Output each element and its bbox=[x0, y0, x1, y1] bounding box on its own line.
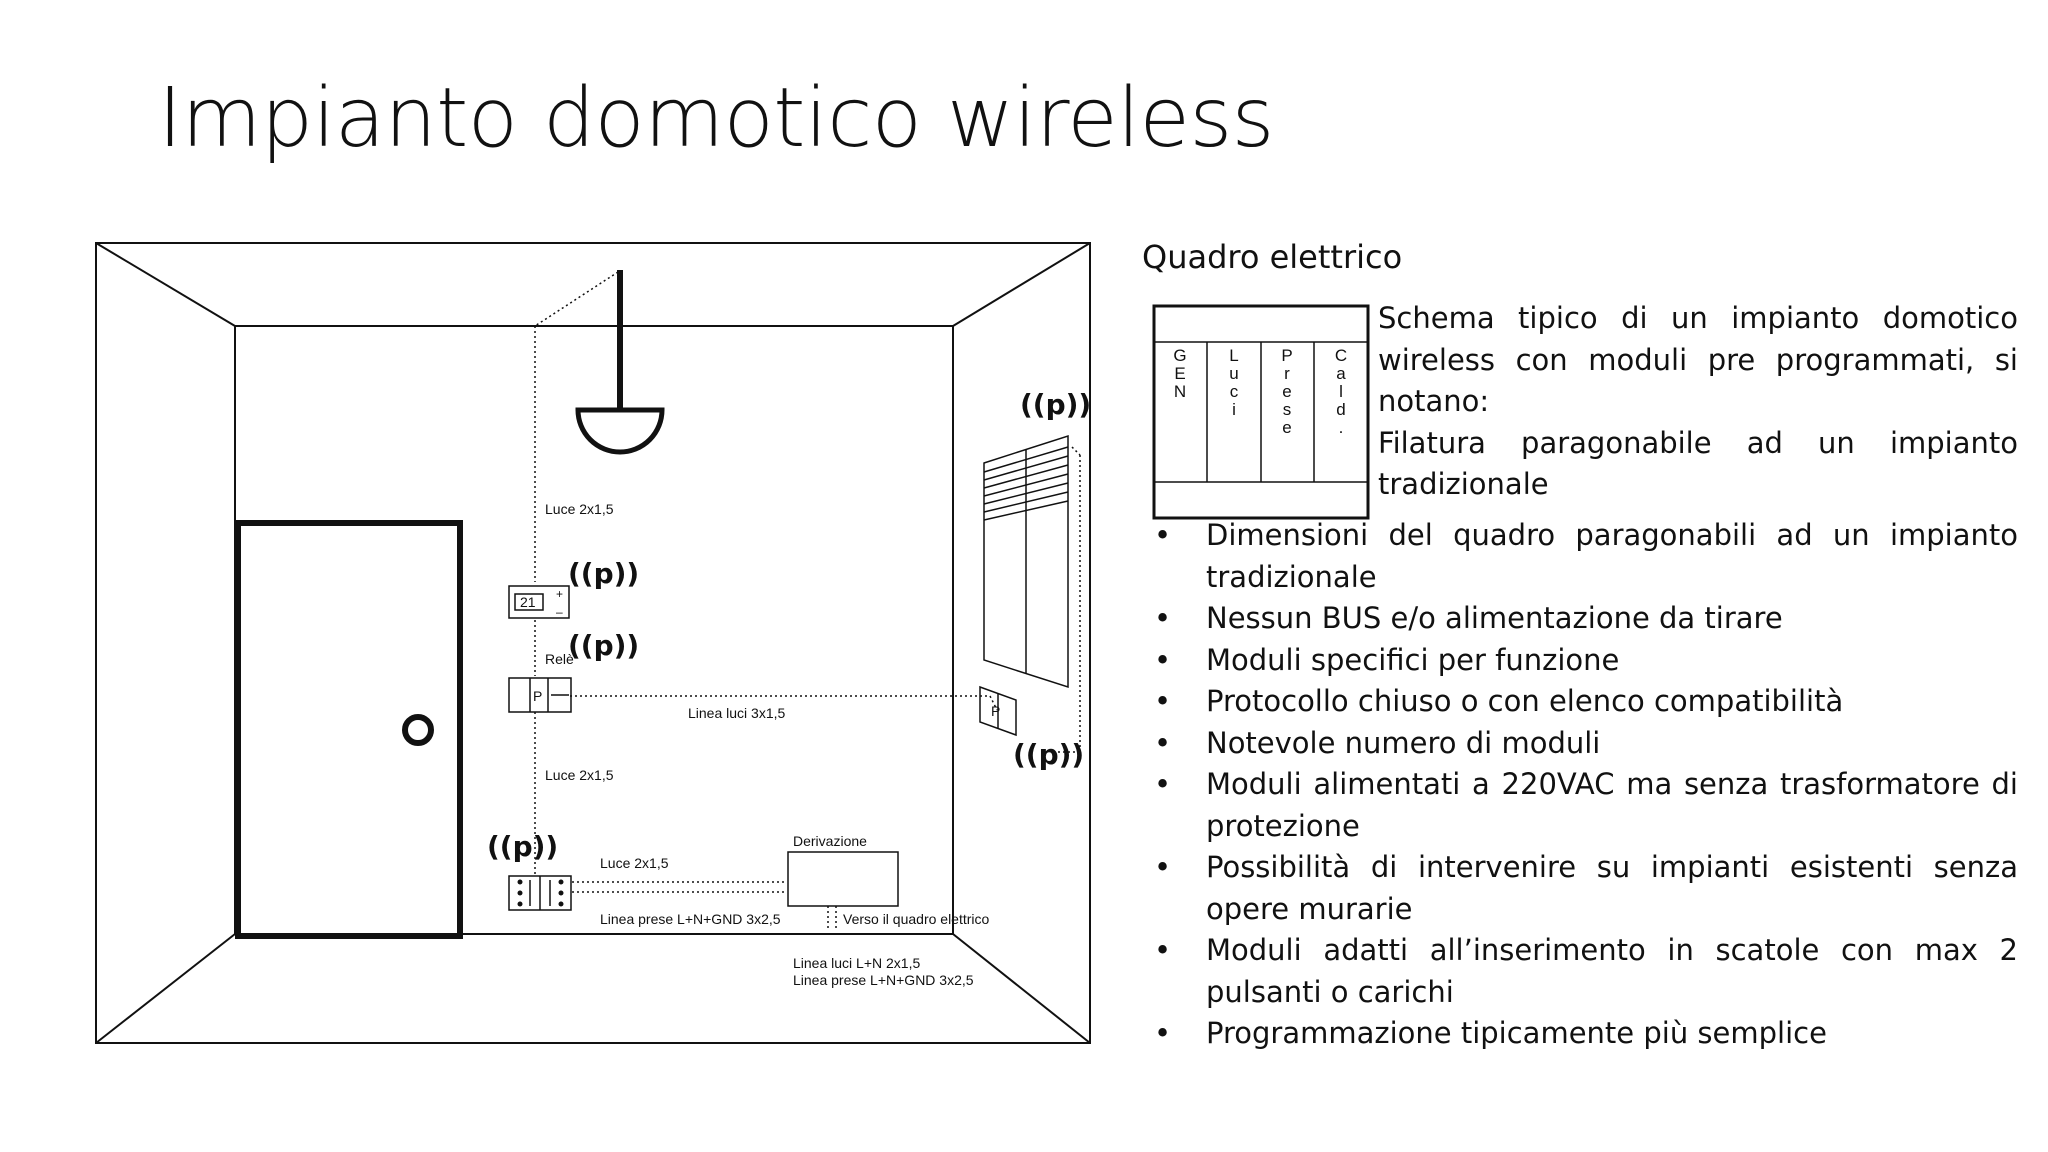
rele-label: Relè bbox=[545, 651, 574, 667]
feature-list bbox=[1142, 515, 2018, 1055]
linea-luci-ln-label: Linea luci L+N 2x1,5 bbox=[793, 955, 921, 971]
list-item-text: Moduli adatti all’inserimento in scatole con max 2 pulsanti o carichi bbox=[1206, 933, 2018, 1009]
quadro-column-letter: C bbox=[1334, 346, 1348, 365]
intro-paragraph-2: Filatura paragonabile ad un impianto tradizionale bbox=[1378, 425, 2018, 501]
intro-text bbox=[1378, 298, 2018, 506]
luce-low-label: Luce 2x1,5 bbox=[600, 855, 669, 871]
linea-prese-label: Linea prese L+N+GND 3x2,5 bbox=[600, 911, 781, 927]
list-item bbox=[1142, 515, 2018, 598]
intro-paragraph-1: Schema tipico di un impianto domotico wireless con moduli pre programmati, si notano: bbox=[1378, 301, 2018, 418]
linea-prese-bottom-label: Linea prese L+N+GND 3x2,5 bbox=[793, 972, 974, 988]
list-item-text: Notevole numero di moduli bbox=[1206, 725, 1601, 760]
bullet-icon: • bbox=[1154, 1016, 1172, 1050]
relay-letter: P bbox=[533, 688, 543, 704]
luce-mid-label: Luce 2x1,5 bbox=[545, 767, 614, 783]
ceiling-lamp bbox=[578, 270, 662, 452]
quadro-column-letter: P bbox=[1281, 346, 1293, 365]
luce-top-label: Luce 2x1,5 bbox=[545, 501, 614, 517]
wireless-icon-window: ((p)) bbox=[1020, 388, 1092, 421]
quadro-column-letter: e bbox=[1282, 418, 1292, 437]
thermostat-value: 21 bbox=[520, 594, 536, 610]
list-item bbox=[1142, 847, 2018, 930]
wireless-icons bbox=[487, 388, 1091, 863]
quadro-column-letter: N bbox=[1173, 382, 1187, 401]
list-item-text: Nessun BUS e/o alimentazione da tirare bbox=[1206, 601, 1783, 635]
list-item-text: Programmazione tipicamente più semplice bbox=[1206, 1016, 1827, 1050]
list-item-text: Possibilità di intervenire su impianti esistenti senza opere murarie bbox=[1206, 850, 2018, 926]
bullet-icon: • bbox=[1154, 933, 1172, 967]
quadro-elettrico-box bbox=[1154, 306, 1368, 518]
list-item bbox=[1142, 930, 2018, 1013]
list-item-text: Moduli alimentati a 220VAC ma senza trasformatore di protezione bbox=[1206, 767, 2018, 843]
door bbox=[238, 523, 460, 936]
quadro-heading: Quadro elettrico bbox=[1142, 238, 1403, 276]
list-item-text: Moduli specifici per funzione bbox=[1206, 642, 1620, 677]
wireless-icon-socket: ((p)) bbox=[487, 830, 559, 863]
bullet-icon: • bbox=[1154, 850, 1172, 884]
list-item bbox=[1142, 598, 2018, 640]
thermostat-minus: – bbox=[556, 605, 563, 619]
window-relay-letter: P bbox=[991, 703, 1001, 719]
list-item bbox=[1142, 1013, 2018, 1055]
list-item bbox=[1142, 681, 2018, 723]
slide-title: Impianto domotico wireless bbox=[158, 71, 1274, 166]
list-item-text: Protocollo chiuso o con elenco compatibilità bbox=[1206, 684, 1844, 718]
bullet-icon: • bbox=[1154, 642, 1172, 677]
bullet-icon: • bbox=[1154, 725, 1172, 760]
bullet-icon: • bbox=[1154, 601, 1172, 635]
window bbox=[984, 436, 1068, 687]
quadro-column-letter: s bbox=[1282, 400, 1292, 419]
quadro-column-letter: e bbox=[1282, 382, 1292, 401]
derivazione-label: Derivazione bbox=[793, 833, 867, 849]
list-item bbox=[1142, 640, 2018, 682]
quadro-column-letter: G bbox=[1173, 346, 1187, 365]
quadro-column-letter: . bbox=[1338, 418, 1344, 437]
derivation-box bbox=[788, 852, 898, 906]
quadro-column-letter: r bbox=[1284, 364, 1290, 383]
list-item bbox=[1142, 764, 2018, 847]
quadro-column-letter: i bbox=[1232, 400, 1236, 419]
list-item-text: Dimensioni del quadro paragonabili ad un impianto tradizionale bbox=[1206, 518, 2018, 594]
quadro-column-letter: u bbox=[1229, 364, 1239, 383]
quadro-column-letter: a bbox=[1336, 364, 1346, 383]
wireless-icon-window-relay: ((p)) bbox=[1013, 738, 1085, 771]
wireless-icon-thermostat: ((p)) bbox=[568, 557, 640, 590]
wireless-icon-relay: ((p)) bbox=[568, 629, 640, 662]
verso-quadro-label: Verso il quadro elettrico bbox=[843, 911, 990, 927]
bullet-icon: • bbox=[1154, 518, 1172, 552]
linea-luci-label: Linea luci 3x1,5 bbox=[688, 705, 786, 721]
thermostat-plus: + bbox=[556, 587, 564, 601]
list-item bbox=[1142, 723, 2018, 765]
quadro-column-letter: c bbox=[1229, 382, 1239, 401]
wiring-lines bbox=[535, 272, 1080, 930]
quadro-column-letter: L bbox=[1229, 346, 1239, 365]
bullet-icon: • bbox=[1154, 684, 1172, 718]
quadro-column-letter: E bbox=[1174, 364, 1186, 383]
quadro-column-letter: l bbox=[1339, 382, 1343, 401]
bullet-icon: • bbox=[1154, 767, 1172, 801]
quadro-column-letter: d bbox=[1336, 400, 1346, 419]
